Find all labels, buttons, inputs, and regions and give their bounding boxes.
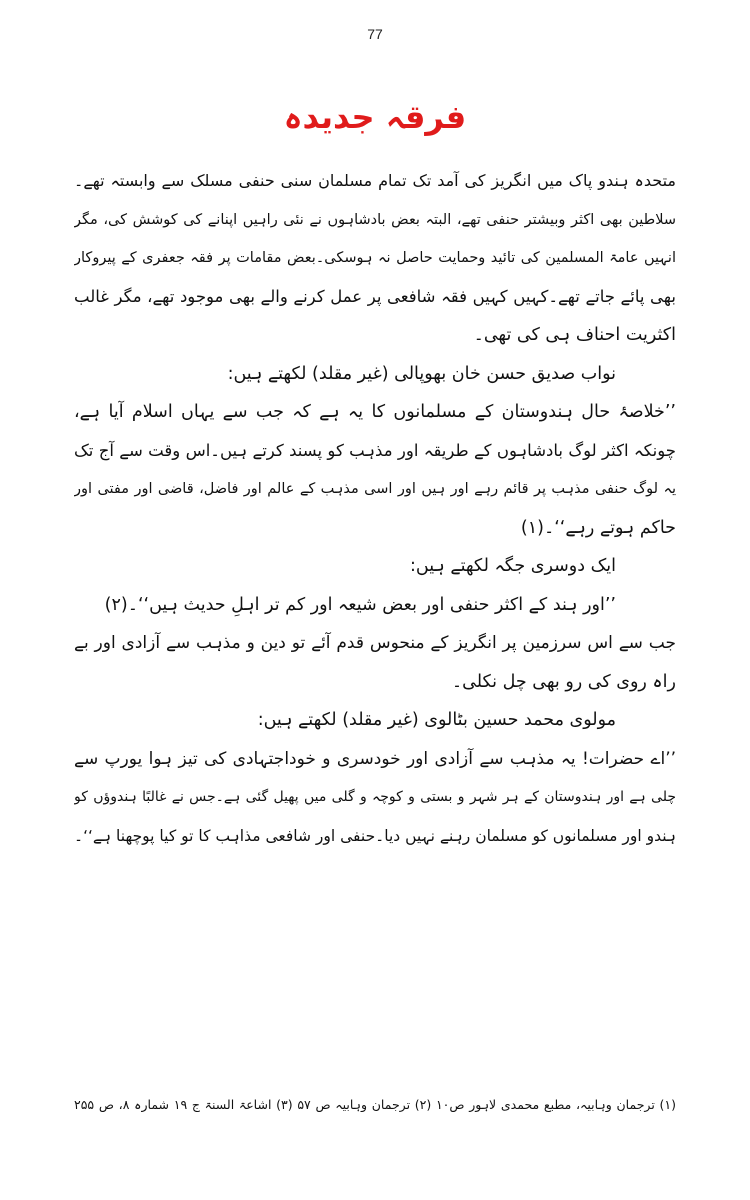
footnote: (۱) ترجمانِ وہابیہ، مطبع محمدی لاہور ص۱۰ (۲) ترجمان وہابیہ ص ۵۷ (۳) اشاعۃ السنۃ ج ۱۹ شمارہ ۸، ص ۲۵۵ [74,1097,676,1112]
quote-line: چلی ہے اور ہندوستان کے ہر شہر و بستی و کوچہ و گلی میں پھیل گئی ہے۔جس نے غالبًا ہندوؤں کو [74,789,676,805]
text-line: انہیں عامۃ المسلمین کی تائید وحمایت حاصل نہ ہوسکی۔بعض مقامات پر فقہ جعفری کے پیروکار [74,250,676,266]
quote-line: ’’اور ہند کے اکثر حنفی اور بعض شیعہ اور کم تر اہلِ حدیث ہیں‘‘۔(۲) [104,594,616,615]
text-line: بھی پائے جاتے تھے۔کہیں کہیں فقہ شافعی پر عمل کرنے والے بھی موجود تھے، مگر غالب [74,286,676,306]
quote-intro-line: مولوی محمد حسین بٹالوی (غیر مقلد) لکھتے ہیں: [257,710,616,730]
quote-line: ہندو اور مسلمانوں کو مسلمان رہنے نہیں دیا۔حنفی اور شافعی مذاہب کا تو کیا پوچھنا ہے‘‘۔ [74,826,676,845]
quote-line: ’’خلاصۂ حال ہندوستان کے مسلمانوں کا یہ ہے کہ جب سے یہاں اسلام آیا ہے، [74,402,676,422]
text-line: متحدہ ہندو پاک میں انگریز کی آمد تک تمام مسلمان سنی حنفی مسلک سے وابستہ تھے۔ [74,171,676,190]
section-heading: فرقہ جدیدہ [283,98,467,136]
quote-line: حاکم ہوتے رہے‘‘۔(۱) [520,517,676,538]
quote-intro-line: ایک دوسری جگہ لکھتے ہیں: [410,556,616,576]
body-text [74,162,676,855]
quote-intro-line: نواب صدیق حسن خان بھوپالی (غیر مقلد) لکھتے ہیں: [227,363,616,384]
quote-line: ’’اے حضرات! یہ مذہب سے آزادی اور خودسری و خوداجتہادی کی تیز ہوا یورپ سے [74,748,676,769]
quote-line: چونکہ اکثر لوگ بادشاہوں کے طریقہ اور مذہب کو پسند کرتے ہیں۔اس وقت سے آج تک [74,440,676,460]
page-number: 77 [367,26,383,42]
text-line: سلاطین بھی اکثر وبیشتر حنفی تھے، البتہ بعض بادشاہوں نے نئی راہیں اپنانے کی کوشش کی، مگر [74,211,676,228]
text-line: راہ روی کی رو بھی چل نکلی۔ [451,671,676,692]
text-line: اکثریت احناف ہی کی تھی۔ [473,325,676,345]
text-line: جب سے اس سرزمین پر انگریز کے منحوس قدم آئے تو دین و مذہب سے آزادی اور بے [74,633,676,653]
quote-line: یہ لوگ حنفی مذہب پر قائم رہے اور ہیں اور اسی مذہب کے عالم اور فاضل، قاضی اور مفتی اور [74,481,676,497]
